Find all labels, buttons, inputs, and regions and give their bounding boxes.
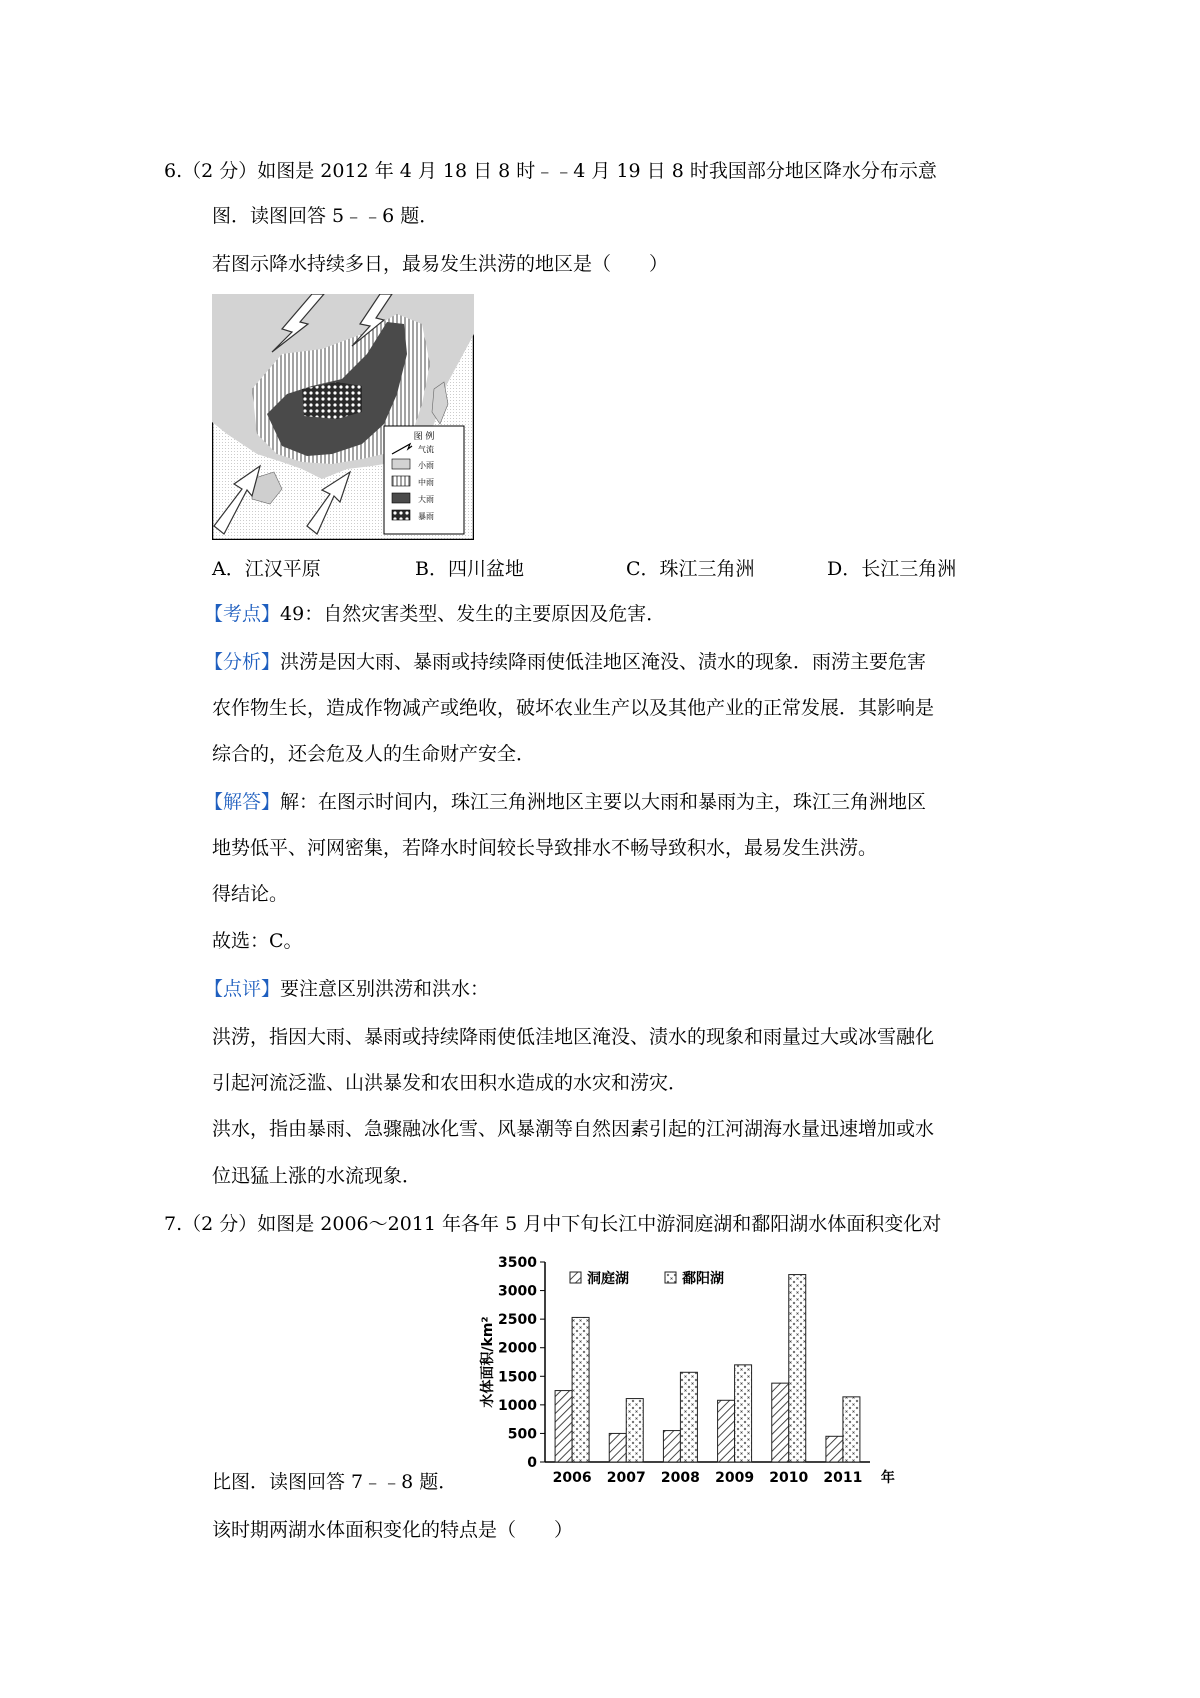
- jieda-line2: 地势低平、河网密集，若降水时间较长导致排水不畅导致积水，最易发生洪涝。: [212, 837, 878, 859]
- dianping-text: 要注意区别洪涝和洪水：: [280, 978, 490, 1000]
- jieda-line1: [204, 788, 926, 816]
- precipitation-map: [212, 294, 474, 540]
- y-tick-label: 1500: [498, 1369, 537, 1386]
- y-tick-label: 2000: [498, 1340, 537, 1357]
- y-tick-label: 500: [507, 1426, 537, 1443]
- dianping-line3: 引起河流泛滥、山洪暴发和农田积水造成的水灾和涝灾．: [212, 1072, 688, 1094]
- map-legend-item-airflow: 气流: [418, 445, 434, 454]
- map-legend-title: 图 例: [413, 432, 435, 442]
- q6-question: 若图示降水持续多日，最易发生洪涝的地区是（ ）: [212, 253, 669, 275]
- rainstorm-zone: [302, 382, 362, 419]
- y-tick-label: 3000: [498, 1283, 537, 1300]
- y-axis-label: 水体面积/km²: [480, 1316, 496, 1408]
- dianping-tag: 【点评】: [204, 978, 281, 1000]
- bar-洞庭湖-2008: [663, 1431, 680, 1462]
- bar-洞庭湖-2007: [609, 1433, 626, 1462]
- x-tick-label: 2010: [769, 1470, 809, 1486]
- bar-鄱阳湖-2008: [680, 1372, 697, 1462]
- q7-question: 该时期两湖水体面积变化的特点是（ ）: [212, 1519, 574, 1541]
- bar-洞庭湖-2009: [718, 1400, 735, 1462]
- legend-medium-rain-swatch: [392, 476, 410, 486]
- jieda-text-1: 解：在图示时间内，珠江三角洲地区主要以大雨和暴雨为主，珠江三角洲地区: [280, 791, 927, 813]
- legend-swatch-洞庭湖: [570, 1272, 581, 1283]
- bar-鄱阳湖-2009: [735, 1365, 752, 1462]
- jieda-tag: 【解答】: [204, 791, 281, 813]
- x-tick-label: 2008: [660, 1470, 700, 1486]
- fenxi-tag: 【分析】: [204, 651, 281, 673]
- y-tick-label: 0: [527, 1455, 537, 1471]
- map-legend-item-light-rain: 小雨: [418, 461, 434, 470]
- bar-鄱阳湖-2011: [843, 1397, 860, 1462]
- x-axis-suffix: 年: [880, 1470, 895, 1486]
- option-d[interactable]: D．长江三角洲: [827, 558, 957, 580]
- fenxi-line1: [204, 648, 926, 676]
- lake-area-bar-chart: [470, 1252, 955, 1492]
- legend-label-洞庭湖: 洞庭湖: [587, 1271, 629, 1287]
- option-c[interactable]: C．珠江三角洲: [626, 558, 755, 580]
- y-tick-label: 2500: [498, 1312, 537, 1329]
- map-legend-item-heavy-rain: 大雨: [418, 495, 434, 504]
- dianping-line1: [204, 975, 489, 1003]
- legend-rainstorm-swatch: [392, 510, 410, 520]
- kaodian-text: 49：自然灾害类型、发生的主要原因及危害．: [280, 603, 666, 625]
- q7-stem-line1: 7.（2 分）如图是 2006～2011 年各年 5 月中下旬长江中游洞庭湖和鄱阳湖水体面积变化对: [164, 1213, 942, 1235]
- y-tick-label: 3500: [498, 1255, 537, 1271]
- legend-label-鄱阳湖: 鄱阳湖: [682, 1271, 724, 1287]
- fenxi-line2: 农作物生长，造成作物减产或绝收，破坏农业生产以及其他产业的正常发展．其影响是: [212, 697, 935, 719]
- legend-swatch-鄱阳湖: [665, 1272, 676, 1283]
- map-legend: [384, 426, 464, 534]
- q7-stem-line2: 比图．读图回答 7﹣﹣8 题．: [212, 1471, 458, 1493]
- x-tick-label: 2011: [823, 1470, 863, 1486]
- dianping-line2: 洪涝，指因大雨、暴雨或持续降雨使低洼地区淹没、渍水的现象和雨量过大或冰雪融化: [212, 1026, 935, 1048]
- map-legend-item-medium-rain: 中雨: [418, 478, 434, 487]
- bar-鄱阳湖-2007: [626, 1399, 643, 1462]
- jieda-line3: 得结论。: [212, 883, 289, 905]
- y-tick-label: 1000: [498, 1397, 537, 1414]
- x-tick-label: 2009: [715, 1470, 755, 1486]
- kaodian-tag: 【考点】: [204, 603, 281, 625]
- option-b[interactable]: B．四川盆地: [415, 558, 524, 580]
- bar-洞庭湖-2010: [772, 1383, 789, 1462]
- fenxi-text-1: 洪涝是因大雨、暴雨或持续降雨使低洼地区淹没、渍水的现象．雨涝主要危害: [280, 651, 927, 673]
- q6-stem-line2: 图．读图回答 5﹣﹣6 题．: [212, 205, 439, 227]
- legend-light-rain-swatch: [392, 459, 410, 469]
- bar-鄱阳湖-2010: [789, 1275, 806, 1462]
- kaodian-line: [204, 600, 665, 628]
- bar-洞庭湖-2011: [826, 1436, 843, 1462]
- fenxi-line3: 综合的，还会危及人的生命财产安全．: [212, 743, 536, 765]
- option-a[interactable]: A．江汉平原: [212, 558, 321, 580]
- dianping-line5: 位迅猛上涨的水流现象．: [212, 1165, 422, 1187]
- jieda-line4: 故选：C。: [212, 930, 303, 952]
- q6-stem-line1: 6.（2 分）如图是 2012 年 4 月 18 日 8 时﹣﹣4 月 19 日 8 时我国部分地区降水分布示意: [164, 160, 937, 182]
- dianping-line4: 洪水，指由暴雨、急骤融冰化雪、风暴潮等自然因素引起的江河湖海水量迅速增加或水: [212, 1118, 935, 1140]
- legend-heavy-rain-swatch: [392, 493, 410, 503]
- x-tick-label: 2006: [552, 1470, 592, 1486]
- x-tick-label: 2007: [606, 1470, 646, 1486]
- bar-鄱阳湖-2006: [572, 1317, 589, 1462]
- bar-洞庭湖-2006: [555, 1391, 572, 1462]
- map-legend-item-rainstorm: 暴雨: [418, 512, 434, 521]
